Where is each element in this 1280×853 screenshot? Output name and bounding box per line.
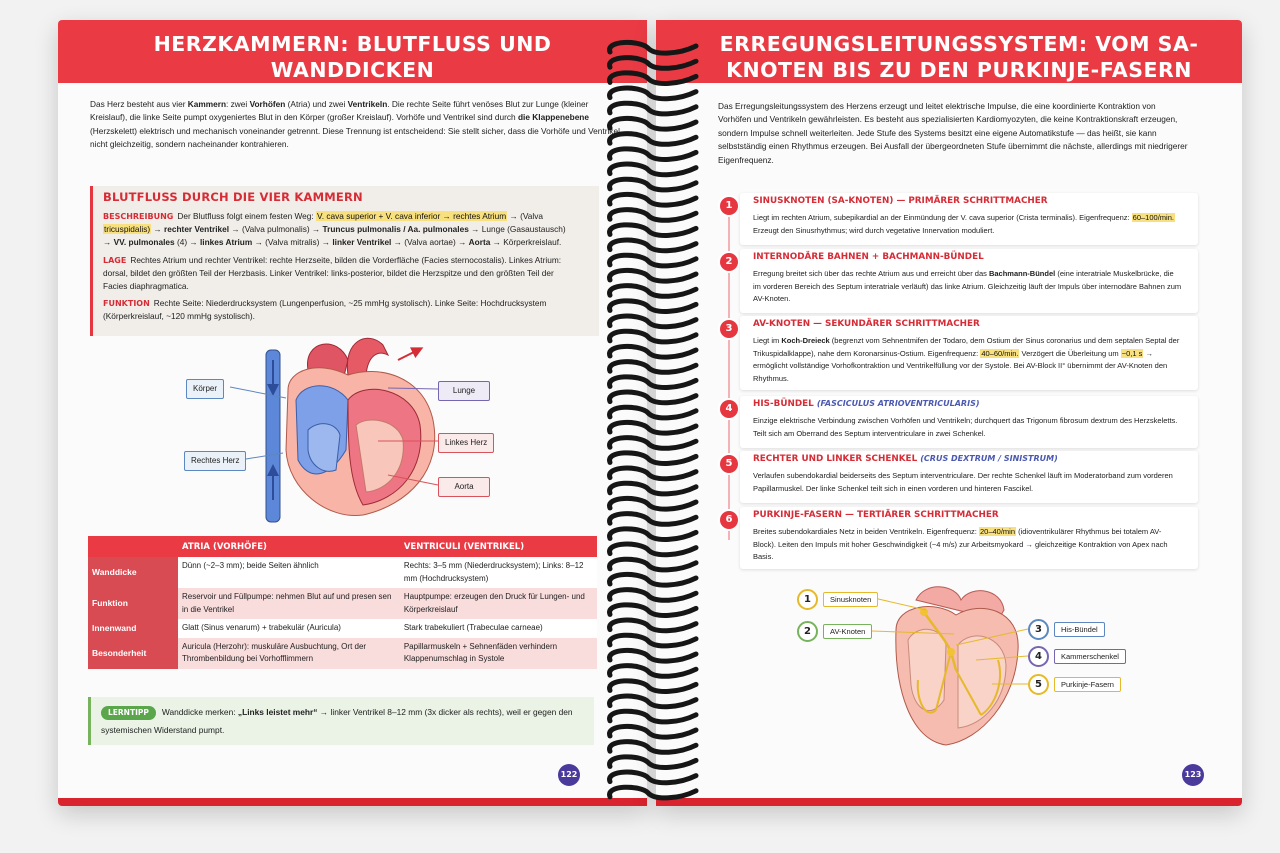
spiral-ring (610, 635, 696, 646)
step-1-number: 1 (720, 197, 738, 215)
step-1-body: Liegt im rechten Atrium, subepikardial an der Einmündung der V. cava superior (Crista terminalis). Eigenfrequenz: 60–100/min. Erzeugt den Sinusrhythmus; wird durch vegetative Innervation moduliert. (753, 213, 1174, 235)
spiral-ring (610, 711, 696, 722)
right-intro: Das Erregungsleitungssystem des Herzens erzeugt und leitet elektrische Impulse, die eine koordinierte Kontraktion von Vorhöfen und Ventrikeln gewährleisten. Es besteht aus spezialisierten Kardiomyozyten, die keine Kontraktionskraft erzeugen, sondern Impulse schnell weiterleiten. Jede Stufe des Systems besitzt eine eigene Automatikstufe — das heißt, sie kann selbstständig einen Rhythmus erzeugen. Bei Ausfall der übergeordneten Stufe übernimmt die nächste, allerdings mit niedrigerer Eigenfrequenz. (718, 101, 1188, 165)
spiral-binding (600, 30, 710, 810)
spiral-ring (610, 407, 696, 418)
table-cell: Hauptpumpe: erzeugen den Druck für Lungen- und Körperkreislauf (400, 588, 597, 619)
legend-number: 1 (797, 589, 818, 610)
spiral-ring (610, 316, 696, 327)
spiral-ring (610, 240, 696, 251)
step-6-title: PURKINJE-FASERN — TERTIÄRER SCHRITTMACHER (753, 510, 999, 520)
spiral-ring (610, 346, 696, 357)
step-4-body: Einzige elektrische Verbindung zwischen Vorhöfen und Ventrikeln; durchquert das Trigonum fibrosum dextrum des Herzskeletts. Teilt sich am Oberrand des Septum interventriculare in zwei Schenkel. (753, 416, 1178, 438)
legend-leader-lines (656, 20, 1242, 806)
spiral-ring (610, 772, 696, 783)
table-row (88, 619, 597, 638)
table-header-ventriculi: VENTRICULI (VENTRIKEL) (400, 536, 597, 557)
spiral-ring (610, 696, 696, 707)
legend-label: Kammerschenkel (1054, 649, 1126, 664)
legend-number: 4 (1028, 646, 1049, 667)
step-3-title: AV-KNOTEN — SEKUNDÄRER SCHRITTMACHER (753, 319, 980, 329)
table-cell: Glatt (Sinus venarum) + trabekulär (Auricula) (178, 619, 400, 638)
legend-label: Purkinje-Fasern (1054, 677, 1121, 692)
step-6-body: Breites subendokardiales Netz in beiden Ventrikeln. Eigenfrequenz: 20–40/min (idioventrikulärer Rhythmus bei totalem AV-Block). Leiten den Impuls mit hoher Geschwindigkeit (~4 m/s) zur Arbeitsmyokard → gleichzeitige Kontraktion von Apex nach Basis. (753, 527, 1168, 562)
spiral-ring (610, 103, 696, 114)
step-5-title: RECHTER UND LINKER SCHENKEL (CRUS DEXTRUM / SINISTRUM) (753, 454, 1058, 464)
spiral-ring (610, 422, 696, 433)
learning-tip-badge: LERNTIPP (101, 706, 156, 720)
legend-item-av-knoten (797, 621, 872, 642)
table-header-atria: ATRIA (VORHÖFE) (178, 536, 400, 557)
step-5-body: Verlaufen subendokardial beiderseits des Septum interventriculare. Der rechte Schenkel läuft im Moderatorband zum vorderen Papillarmuskel. Der linke Schenkel teilt sich in einen vorderen und hinteren Fascikel. (753, 471, 1173, 493)
right-page (656, 20, 1242, 806)
table-row-label: Innenwand (88, 619, 178, 638)
diagram-leader-lines (58, 20, 647, 540)
spiral-ring (610, 787, 696, 798)
spiral-ring (610, 331, 696, 342)
table-row-label: Wanddicke (88, 557, 178, 588)
spiral-ring (610, 377, 696, 388)
label-koerper: Körper (186, 379, 224, 399)
left-page-title: HERZKAMMERN: BLUTFLUSS UND WANDDICKEN (58, 20, 647, 83)
left-page-number: 122 (558, 764, 580, 786)
spiral-ring (610, 392, 696, 403)
spiral-ring (610, 453, 696, 464)
spiral-ring (610, 529, 696, 540)
spiral-ring (610, 757, 696, 768)
legend-number: 2 (797, 621, 818, 642)
legend-item-sinusknoten (797, 589, 878, 610)
legend-item-purkinje-fasern (1028, 674, 1121, 695)
spiral-ring (610, 468, 696, 479)
table-cell: Rechts: 3–5 mm (Niederdrucksystem); Links: 8–12 mm (Hochdrucksystem) (400, 557, 597, 588)
spiral-ring (610, 483, 696, 494)
step-2-number: 2 (720, 253, 738, 271)
table-row (88, 588, 597, 619)
spiral-ring (610, 559, 696, 570)
spiral-ring (610, 194, 696, 205)
left-page (58, 20, 647, 806)
table-cell: Dünn (~2–3 mm); beide Seiten ähnlich (178, 557, 400, 588)
learning-tip-mnemonic: „Links leistet mehr“ (237, 707, 318, 717)
spiral-ring (610, 620, 696, 631)
spiral-ring (610, 666, 696, 677)
spiral-ring (610, 73, 696, 84)
table-row-label: Funktion (88, 588, 178, 619)
lage-text: Rechtes Atrium und rechter Ventrikel: rechte Herzseite, bilden die Vorderfläche (Facies sternocostalis). Linkes Atrium: dorsal, bildet den größten Teil der Herzbasis. Linker Ventrikel: links-posterior, bildet die Herzspitze und den größten Teil der Facies diaphragmatica. (103, 254, 562, 292)
spiral-ring (610, 362, 696, 373)
table-cell: Reservoir und Füllpumpe: nehmen Blut auf und presen sen in die Ventrikel (178, 588, 400, 619)
step-3-body: Liegt im Koch-Dreieck (begrenzt vom Sehnentmifen der Todaro, dem Ostium der Sinus coronarius und dem septalen Septal der Trikuspidalklappe), nahe dem Koronarsinus-Ostium. Eigenfrequenz: 40–60/min. Verzögert die Überleitung um ~0,1 s → ermöglicht vollständige Vorhofkontraktion und Ventrikelfüllung vor der Systole. Bei AV-Block II° übernimmt der AV-Knoten den Rhythmus. (753, 336, 1180, 383)
spiral-ring (610, 179, 696, 190)
spiral-ring (610, 58, 696, 69)
spiral-ring (610, 301, 696, 312)
spiral-ring (610, 438, 696, 449)
spiral-ring (610, 210, 696, 221)
funktion-text: Rechte Seite: Niederdrucksystem (Lungenperfusion, ~25 mmHg systolisch). Linke Seite: Hochdrucksystem (Körperkreislauf, ~120 mmHg systolisch). (103, 298, 547, 322)
spiral-ring (610, 742, 696, 753)
table-cell: Stark trabekuliert (Trabeculae carneae) (400, 619, 597, 638)
spiral-ring (610, 590, 696, 601)
label-aorta: Aorta (438, 477, 490, 497)
step-2-title: INTERNODÄRE BAHNEN + BACHMANN-BÜNDEL (753, 252, 984, 262)
legend-item-his-buendel (1028, 619, 1105, 640)
left-intro: Das Herz besteht aus vier Kammern: zwei Vorhöfen (Atria) und zwei Ventrikeln. Die rechte Seite führt venöses Blut zur Lunge (kleiner Kreislauf), die linke Seite pumpt oxygeniertes Blut in den Körper (großer Kreislauf). Vorhöfe und Ventrikel sind durch die Klappenebene (Herzskelett) elektrisch und mechanisch voneinander getrennt. Diese Trennung ist entscheidend: Sie stellt sicher, dass die Vorhöfe und Ventrikel nicht gleichzeitig, sondern nacheinander kontrahieren. (90, 99, 620, 150)
legend-number: 3 (1028, 619, 1049, 640)
label-rechtes-herz: Rechtes Herz (184, 451, 246, 471)
legend-label: AV-Knoten (823, 624, 872, 639)
left-bottom-strip (58, 798, 647, 806)
label-lunge: Lunge (438, 381, 490, 401)
step-2-body: Erregung breitet sich über das rechte Atrium aus und erreicht über das Bachmann-Bündel (eine interatriale Muskelbrücke, die im vorderen Bereich des Septum interatriale verläuft) das linke Atrium. Gleichzeitig läuft der Impuls über internodäre Bahnen zum AV-Knoten. (753, 269, 1182, 304)
right-page-title: ERREGUNGSLEITUNGSSYSTEM: VOM SA-KNOTEN BIS ZU DEN PURKINJE-FASERN (656, 20, 1242, 83)
spiral-ring (610, 544, 696, 555)
spiral-ring (610, 134, 696, 145)
spiral-ring (610, 270, 696, 281)
learning-tip-post: → linker Ventrikel 8–12 mm (3x dicker als rechts), weil er gegen den systemischen Widerstand pumpt. (101, 707, 573, 735)
legend-label: His-Bündel (1054, 622, 1105, 637)
comparison-table (88, 536, 597, 669)
table-header-row (88, 536, 597, 557)
table-row (88, 557, 597, 588)
step-1-title: SINUSKNOTEN (SA-KNOTEN) — PRIMÄRER SCHRITTMACHER (753, 196, 1048, 206)
spiral-ring (610, 149, 696, 160)
spiral-ring (610, 286, 696, 297)
legend-number: 5 (1028, 674, 1049, 695)
legend-item-kammerschenkel (1028, 646, 1126, 667)
label-linkes-herz: Linkes Herz (438, 433, 494, 453)
spiral-ring (610, 42, 696, 53)
spiral-ring (610, 650, 696, 661)
beschreibung-label: BESCHREIBUNG (103, 212, 174, 221)
spiral-ring (610, 726, 696, 737)
step-4-title: HIS-BÜNDEL (FASCICULUS ATRIOVENTRICULARIS) (753, 399, 980, 409)
right-bottom-strip (656, 798, 1242, 806)
learning-tip (88, 697, 594, 745)
legend-label: Sinusknoten (823, 592, 878, 607)
table-cell: Papillarmuskeln + Sehnenfäden verhindern Klappenumschlag in Systole (400, 638, 597, 669)
table-row-label: Besonderheit (88, 638, 178, 669)
learning-tip-pre: Wanddicke merken: (161, 707, 238, 717)
spiral-ring (610, 574, 696, 585)
spiral-ring (610, 164, 696, 175)
beschreibung-text: Der Blutfluss folgt einem festen Weg: V. cava superior + V. cava inferior → rechtes Atrium → (Valva tricuspidalis) → rechter Ventrikel → (Valva pulmonalis) → Truncus pulmonalis / Aa. pulmonales → Lunge (Gasaustausch) → VV. pulmonales (4) → linkes Atrium → (Valva mitralis) → linker Ventrikel → (Valva aortae) → Aorta → Körperkreislauf. (103, 211, 566, 248)
right-page-number: 123 (1182, 764, 1204, 786)
blood-flow-box-title: BLUTFLUSS DURCH DIE VIER KAMMERN (103, 190, 363, 204)
spiral-ring (610, 681, 696, 692)
spiral-ring (610, 225, 696, 236)
table-cell: Auricula (Herzohr): muskuläre Ausbuchtung, Ort der Thrombenbildung bei Vorhofflimmern (178, 638, 400, 669)
step-3-number: 3 (720, 320, 738, 338)
spiral-ring (610, 255, 696, 266)
spiral-ring (610, 88, 696, 99)
spiral-ring (610, 605, 696, 616)
step-5-number: 5 (720, 455, 738, 473)
step-4-number: 4 (720, 400, 738, 418)
step-6-number: 6 (720, 511, 738, 529)
table-row (88, 638, 597, 669)
spiral-ring (610, 514, 696, 525)
table-header-empty (88, 536, 178, 557)
spiral-ring (610, 118, 696, 129)
lage-label: LAGE (103, 255, 127, 265)
funktion-label: FUNKTION (103, 299, 150, 309)
spiral-ring (610, 498, 696, 509)
